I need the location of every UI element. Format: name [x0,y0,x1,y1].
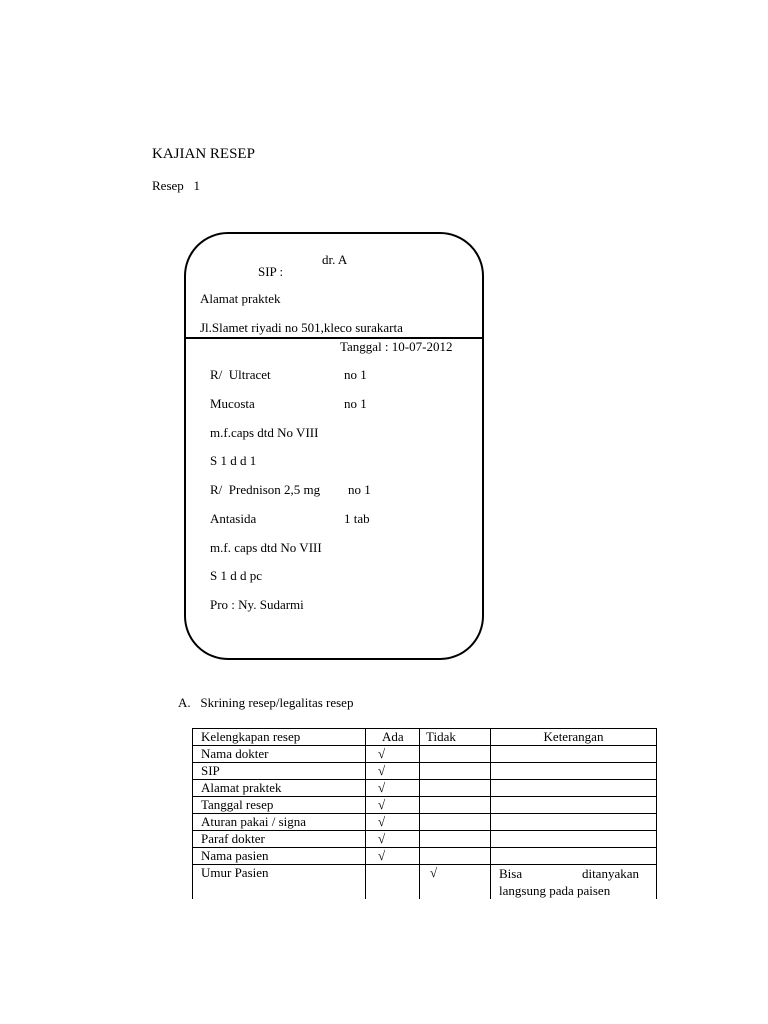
row-tidak-check [420,780,491,797]
row-keterangan [491,763,657,780]
row-item: Nama dokter [193,746,366,763]
rx-line-item: Mucosta [210,396,255,411]
table-row [193,797,657,814]
row-tidak-check [420,848,491,865]
keterangan-line: Bisa ditanyakan [499,866,639,881]
sip-label: SIP : [258,264,284,279]
rx-line-item: m.f.caps dtd No VIII [210,425,319,440]
rx-line-item: R/ Prednison 2,5 mg [210,482,321,497]
row-ada-check: √ [366,797,420,814]
row-keterangan [491,780,657,797]
resep-label: Resep 1 [152,178,201,193]
prescription-date: Tanggal : 10-07-2012 [340,339,453,354]
row-tidak-check [420,814,491,831]
row-keterangan [491,865,657,900]
table-row [193,780,657,797]
table-row [193,848,657,865]
header-item: Kelengkapan resep [193,729,366,746]
rx-line-item: Pro : Ny. Sudarmi [210,597,304,612]
row-item: Umur Pasien [193,865,366,900]
table-row [193,814,657,831]
keterangan-line: langsung pada paisen [499,883,611,898]
row-tidak-check [420,746,491,763]
document-title: KAJIAN RESEP [152,146,255,162]
rx-line-item: S 1 d d 1 [210,453,257,468]
rx-line-item: R/ Ultracet [210,367,271,382]
header-keterangan: Keterangan [491,729,657,746]
table-row [193,763,657,780]
header-tidak: Tidak [420,729,491,746]
rx-line-qty: no 1 [348,482,371,497]
row-ada-check: √ [366,831,420,848]
rx-line-qty: no 1 [344,367,367,382]
rx-line-qty: no 1 [344,396,367,411]
row-item: SIP [193,763,366,780]
section-a-heading: A. Skrining resep/legalitas resep [178,695,354,710]
row-ada-check: √ [366,814,420,831]
row-tidak-check [420,797,491,814]
rx-line-item: Antasida [210,511,257,526]
rx-line-item: S 1 d d pc [210,568,262,583]
row-keterangan [491,746,657,763]
address-text: Jl.Slamet riyadi no 501,kleco surakarta [200,320,403,335]
screening-table [192,728,657,899]
row-item: Tanggal resep [193,797,366,814]
table-header-row [193,729,657,746]
table-row [193,865,657,900]
doctor-name: dr. A [322,252,348,267]
row-ada-check: √ [366,746,420,763]
row-item: Aturan pakai / signa [193,814,366,831]
rx-line-qty: 1 tab [344,511,370,526]
row-ada-check: √ [366,763,420,780]
row-tidak-check: √ [420,865,491,900]
table-row [193,746,657,763]
address-label: Alamat praktek [200,291,281,306]
header-ada: Ada [366,729,420,746]
row-ada-check: √ [366,848,420,865]
row-keterangan [491,797,657,814]
row-keterangan [491,831,657,848]
row-keterangan [491,848,657,865]
row-ada-check: √ [366,780,420,797]
row-item: Alamat praktek [193,780,366,797]
row-ada-check [366,865,420,900]
rx-line-item: m.f. caps dtd No VIII [210,540,322,555]
row-tidak-check [420,831,491,848]
row-item: Nama pasien [193,848,366,865]
row-tidak-check [420,763,491,780]
row-item: Paraf dokter [193,831,366,848]
row-keterangan [491,814,657,831]
table-row [193,831,657,848]
